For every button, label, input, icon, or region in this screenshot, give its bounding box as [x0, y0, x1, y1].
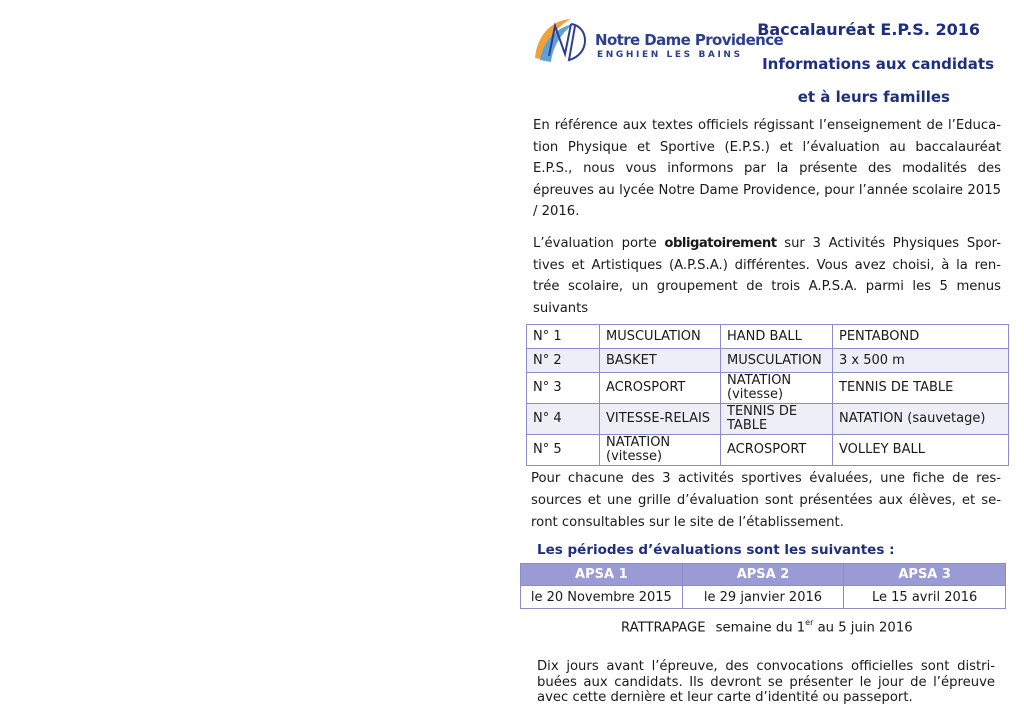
rattrapage-line: [621, 619, 913, 635]
rattrapage-text-before: semaine du 1: [715, 620, 806, 636]
menu-activity: NATATION (vitesse): [721, 373, 833, 404]
periods-table: [520, 563, 1006, 609]
table-row: [527, 373, 1009, 404]
menu-activity: ACROSPORT: [721, 435, 833, 466]
menu-activity: NATATION (sauvetage): [833, 404, 1009, 435]
resources-paragraph: Pour chacune des 3 activités sportives évaluées, une fiche de res- sources et une grille d’évaluation sont présentées aux élèves, et se- ront consultables sur le site de l’établissement.: [531, 471, 1001, 530]
menu-activity: HAND BALL: [721, 325, 833, 349]
column-header: APSA 1: [521, 564, 683, 586]
convocation-paragraph: Dix jours avant l’épreuve, des convocations officielles sont distri- buées aux candidats. Ils devront se présenter le jour de l’épreuve avec cette dernière et leur carte d’identité ou passeport.: [537, 659, 995, 705]
menu-activity: VITESSE-RELAIS: [600, 404, 721, 435]
menu-activity: PENTABOND: [833, 325, 1009, 349]
table-row: [527, 404, 1009, 435]
school-emblem-icon: [531, 14, 597, 72]
period-date: Le 15 avril 2016: [844, 586, 1006, 609]
menu-activity: 3 x 500 m: [833, 349, 1009, 373]
evaluation-paragraph: [533, 233, 1001, 319]
menu-number: N° 5: [527, 435, 600, 466]
evaluation-emphasis: obligatoirement: [664, 236, 777, 251]
table-row: [521, 586, 1006, 609]
logo-name: Notre Dame Providence: [595, 31, 784, 49]
menu-activity: VOLLEY BALL: [833, 435, 1009, 466]
rattrapage-label: RATTRAPAGE: [621, 620, 706, 636]
rattrapage-text-after: au 5 juin 2016: [813, 620, 913, 636]
table-header-row: [521, 564, 1006, 586]
column-header: APSA 2: [682, 564, 844, 586]
periods-heading: Les périodes d’évaluations sont les suivantes :: [537, 542, 895, 558]
intro-paragraph: En référence aux textes officiels régissant l’enseignement de l’Educa- tion Physique et Sportive (E.P.S.) et l’évaluation au baccalauréat E.P.S., nous vous informons par la présente des modalités des épreuves au lycée Notre Dame Providence, pour l’année scolaire 2015 / 2016.: [533, 118, 1001, 219]
menu-number: N° 2: [527, 349, 600, 373]
menu-activity: MUSCULATION: [600, 325, 721, 349]
document-subtitle-line2: et à leurs familles: [797, 88, 950, 106]
menu-activity: NATATION (vitesse): [600, 435, 721, 466]
column-header: APSA 3: [844, 564, 1006, 586]
logo-city: ENGHIEN LES BAINS: [597, 50, 743, 60]
document-subtitle-line1: Informations aux candidats: [762, 55, 994, 73]
menu-activity: MUSCULATION: [721, 349, 833, 373]
menus-table: [526, 324, 1009, 466]
menu-activity: TENNIS DE TABLE: [721, 404, 833, 435]
menu-activity: BASKET: [600, 349, 721, 373]
table-row: [527, 349, 1009, 373]
rattrapage-sup: er: [805, 618, 814, 627]
table-row: [527, 435, 1009, 466]
menu-number: N° 1: [527, 325, 600, 349]
menu-number: N° 4: [527, 404, 600, 435]
evaluation-text-after: sur 3 Activités Physiques Spor- tives et Artistiques (A.P.S.A.) différentes. Vous avez choisi, à la ren- trée scolaire, un groupement de trois A.P.S.A. parmi les 5 menus suivants: [533, 236, 1001, 316]
document-title: Baccalauréat E.P.S. 2016: [757, 20, 980, 39]
period-date: le 29 janvier 2016: [682, 586, 844, 609]
evaluation-text-before: L’évaluation porte: [533, 236, 665, 251]
menu-number: N° 3: [527, 373, 600, 404]
period-date: le 20 Novembre 2015: [521, 586, 683, 609]
table-row: [527, 325, 1009, 349]
menu-activity: TENNIS DE TABLE: [833, 373, 1009, 404]
menu-activity: ACROSPORT: [600, 373, 721, 404]
